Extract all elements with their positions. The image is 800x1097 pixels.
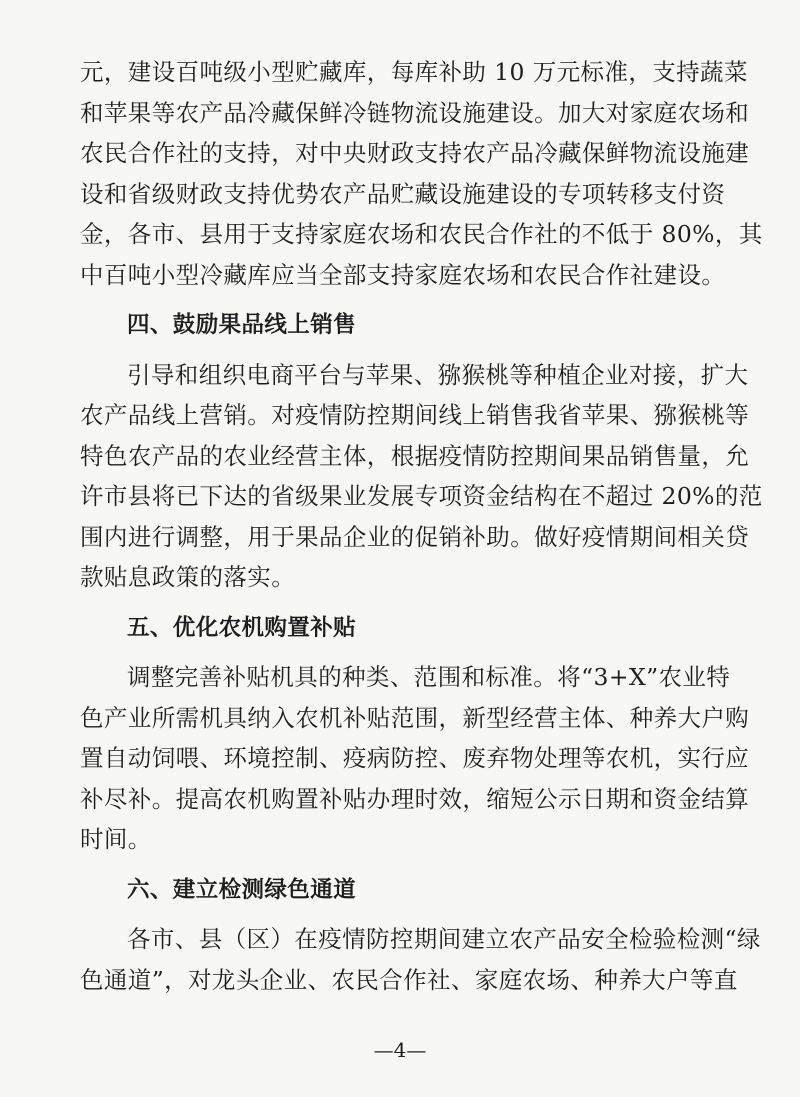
paragraph-line: 补尽补。提高农机购置补贴办理时效，缩短公示日期和资金结算 — [80, 784, 750, 813]
section-heading: 六、建立检测绿色通道 — [127, 876, 357, 903]
page-number: —4— — [373, 1038, 427, 1062]
paragraph-line: 置自动饲喂、环境控制、疫病防控、废弃物处理等农机，实行应 — [80, 744, 750, 772]
section-heading: 五、优化农机购置补贴 — [127, 614, 357, 641]
paragraph-line: 各市、县（区）在疫情防控期间建立农产品安全检验检测“绿 — [127, 925, 761, 953]
paragraph-line: 色通道”，对龙头企业、农民合作社、家庭农场、种养大户等直 — [80, 965, 738, 994]
paragraph-line: 款贴息政策的落实。 — [80, 563, 296, 591]
paragraph-line: 金，各市、县用于支持家庭农场和农民合作社的不低于 80%，其 — [80, 220, 763, 248]
paragraph-line: 调整完善补贴机具的种类、范围和标准。将“3+X”农业特 — [127, 663, 731, 691]
paragraph-line: 农产品线上营销。对疫情防控期间线上销售我省苹果、猕猴桃等 — [80, 401, 750, 429]
paragraph-line: 色产业所需机具纳入农机补贴范围，新型经营主体、种养大户购 — [80, 703, 750, 732]
paragraph-line: 农民合作社的支持，对中央财政支持农产品冷藏保鲜物流设施建 — [80, 139, 750, 167]
paragraph-line: 许市县将已下达的省级果业发展专项资金结构在不超过 20%的范 — [80, 482, 763, 510]
paragraph-line: 引导和组织电商平台与苹果、猕猴桃等种植企业对接，扩大 — [127, 360, 749, 389]
intro-paragraph — [80, 52, 763, 295]
section-heading: 四、鼓励果品线上销售 — [127, 312, 357, 338]
paragraph-line: 设和省级财政支持优势农产品贮藏设施建设的专项转移支付资 — [80, 179, 726, 208]
section-5-paragraph — [80, 657, 750, 860]
paragraph-line: 时间。 — [80, 825, 152, 853]
paragraph-line: 围内进行调整，用于果品企业的促销补助。做好疫情期间相关贷 — [80, 522, 750, 551]
section-6-paragraph — [80, 919, 761, 1000]
paragraph-line: 特色农产品的农业经营主体，根据疫情防控期间果品销售量，允 — [80, 441, 750, 470]
section-4-paragraph — [80, 355, 763, 598]
paragraph-line: 元，建设百吨级小型贮藏库，每库补助 10 万元标准，支持蔬菜 — [80, 58, 748, 86]
paragraph-line: 和苹果等农产品冷藏保鲜冷链物流设施建设。加大对家庭农场和 — [80, 98, 750, 127]
paragraph-line: 中百吨小型冷藏库应当全部支持家庭农场和农民合作社建设。 — [80, 260, 726, 289]
